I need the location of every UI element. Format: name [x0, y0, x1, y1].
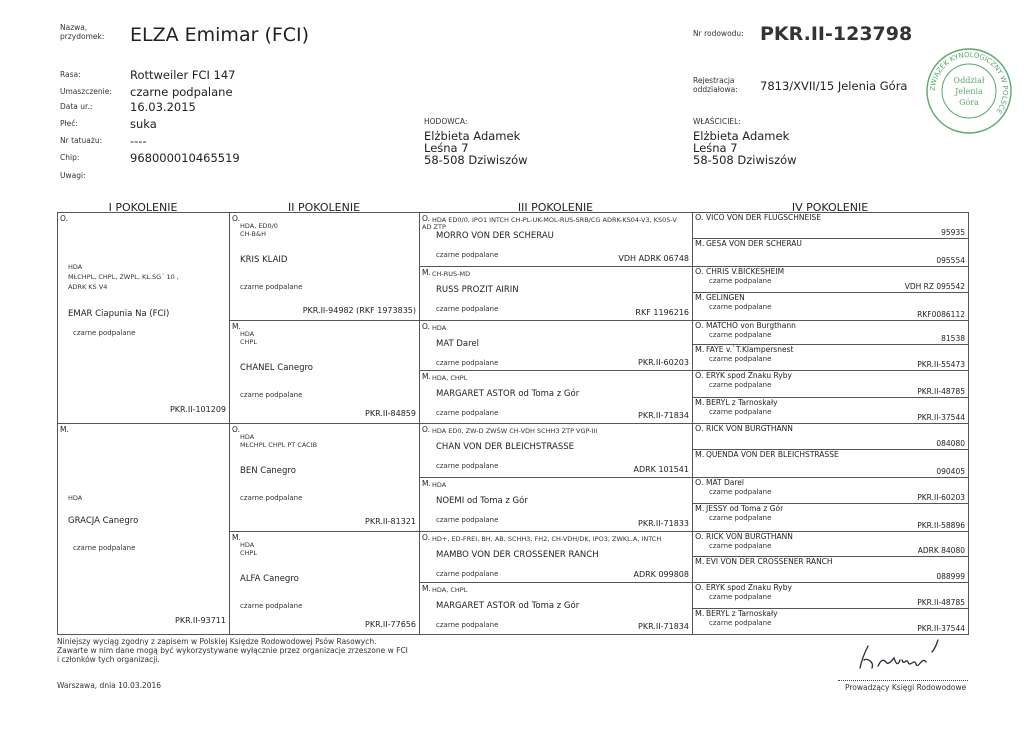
ancestor-name: MATCHO von Burgthann [706, 321, 796, 330]
ancestor-titles: CHPL [240, 338, 257, 346]
ancestor-reg: PKR.II-71834 [638, 411, 689, 420]
sex-marker: M. [695, 450, 705, 459]
ancestor-color: czarne podpalane [709, 542, 772, 550]
ancestor-color: czarne podpalane [436, 570, 499, 578]
ancestor-reg: ADRK 84080 [917, 546, 965, 555]
detail-value: czarne podpalane [130, 85, 233, 99]
detail-label: Data ur.: [60, 102, 93, 111]
breeder-block: HODOWCA: Elżbieta Adamek Leśna 7 58-508 Dziwiszów [424, 117, 528, 167]
ancestor-reg: 084080 [936, 439, 965, 448]
ancestor-reg: PKR.II-55473 [917, 360, 965, 369]
ancestor-name: GELINGEN [706, 293, 745, 302]
ancestor-reg: PKR.II-84859 [365, 409, 416, 418]
ancestor-reg: PKR.II-94982 (RKF 1973835) [302, 306, 416, 315]
ancestor-reg: 095554 [936, 256, 965, 265]
gen4-ancestor [693, 239, 969, 267]
ancestor-color: czarne podpalane [709, 408, 772, 416]
ancestor-color: czarne podpalane [240, 602, 303, 610]
svg-text:Góra: Góra [959, 98, 979, 107]
gen1-ancestor [58, 424, 230, 635]
detail-label: Chip: [60, 153, 80, 162]
ancestor-name: EVI VON DER CROSSENER RANCH [706, 557, 833, 566]
breeder-name: Elżbieta Adamek [424, 129, 521, 143]
ancestor-name: ERYK spod Znaku Ryby [706, 371, 792, 380]
ancestor-name: GRACJA Canegro [68, 516, 139, 526]
sex-marker: O. [422, 425, 430, 434]
sex-marker: O. [695, 371, 704, 380]
ancestor-reg: PKR.II-71833 [638, 519, 689, 528]
registration-value: 7813/XVII/15 Jelenia Góra [760, 79, 908, 93]
owner-city: 58-508 Dziwiszów [693, 153, 797, 167]
ancestor-titles: HDA [240, 541, 255, 549]
generation-4-header: IV POKOLENIE [791, 201, 869, 214]
gen4-ancestor [693, 478, 969, 504]
ancestor-reg: 090405 [936, 467, 965, 476]
signature-label: Prowadzący Księgi Rodowodowe [845, 683, 967, 692]
detail-label: Uwagi: [60, 171, 86, 180]
ancestor-reg: ADRK 101541 [633, 465, 689, 474]
ancestor-name: MAT Darel [706, 478, 744, 487]
gen2-ancestor [230, 213, 420, 321]
sex-marker: O. [232, 425, 240, 434]
gen2-ancestor [230, 424, 420, 532]
ancestor-name: NOEMI od Toma z Gór [436, 496, 528, 506]
ancestor-titles: MŁCHPL, CHPL, ZWPL, KL.SG´ 10 , [68, 273, 179, 281]
ancestor-color: czarne podpalane [436, 251, 499, 259]
gen2-ancestor [230, 532, 420, 635]
sex-marker: O. [695, 532, 704, 541]
gen3-ancestor [420, 583, 693, 635]
detail-value: 968000010465519 [130, 151, 240, 165]
sex-marker: M. [695, 398, 705, 407]
ancestor-reg: RKF 1196216 [635, 308, 689, 317]
ancestor-reg: PKR.II-77656 [365, 620, 416, 629]
ancestor-name: KRIS KLAID [240, 255, 288, 265]
ancestor-reg: VDH ADRK 06748 [618, 254, 689, 263]
ancestor-color: czarne podpalane [436, 462, 499, 470]
ancestor-color: czarne podpalane [709, 593, 772, 601]
gen4-ancestor [693, 583, 969, 609]
ancestor-name: FAYE v.`T.Klampersnest [706, 345, 794, 354]
gen4-ancestor [693, 371, 969, 398]
owner-block: WŁAŚCICIEL: Elżbieta Adamek Leśna 7 58-508 Dziwiszów [693, 117, 797, 167]
ancestor-reg: RKF0086112 [917, 310, 965, 319]
sex-marker: O. [695, 424, 704, 433]
ancestor-titles: HDA ED0, ZW-D ZWŚW CH-VDH SCHH3 ZTP VGP-III [432, 427, 598, 435]
ancestor-name: MAT Darel [436, 339, 480, 349]
svg-text:Oddział: Oddział [953, 76, 985, 85]
ancestor-reg: PKR.II-60203 [638, 358, 689, 367]
gen4-ancestor [693, 213, 969, 239]
ancestor-color: czarne podpalane [436, 516, 499, 524]
sex-marker: M. [695, 345, 705, 354]
ancestor-titles: CHPL [240, 549, 257, 557]
ancestor-color: czarne podpalane [709, 355, 772, 363]
breeder-street: Leśna 7 [424, 141, 469, 155]
ancestor-titles: HDA [432, 481, 447, 489]
ancestor-titles: HDA ED0/0, IPO1 INTCH CH-PL-UK-MOL-RUS-SRB/CG ADRK-KS04-V3, KS05-V [432, 216, 677, 224]
ancestor-color: czarne podpalane [73, 544, 136, 552]
ancestor-titles: MŁCHPL CHPL PT CACIB [240, 441, 318, 449]
breeder-city: 58-508 Dziwiszów [424, 153, 528, 167]
ancestor-color: czarne podpalane [709, 488, 772, 496]
sex-marker: M. [695, 239, 705, 248]
ancestor-reg: PKR.II-71834 [638, 622, 689, 631]
gen4-ancestor [693, 504, 969, 532]
detail-value: 16.03.2015 [130, 100, 196, 114]
gen4-ancestor [693, 450, 969, 478]
detail-label: Nr tatuażu: [60, 136, 103, 145]
ancestor-name: MARGARET ASTOR od Toma z Gór [436, 601, 580, 611]
ancestor-name: BERYL z Tarnoskały [706, 609, 778, 618]
gen3-ancestor [420, 424, 693, 478]
ancestor-name: MARGARET ASTOR od Toma z Gór [436, 389, 580, 399]
ancestor-name: GESA VON DER SCHERAU [706, 239, 802, 248]
detail-label: Płeć: [60, 119, 78, 128]
ancestor-color: czarne podpalane [73, 329, 136, 337]
ancestor-name: CHRIS V.BICKESHEIM [706, 267, 785, 276]
ancestor-color: czarne podpalane [709, 381, 772, 389]
owner-name: Elżbieta Adamek [693, 129, 790, 143]
ancestor-name: JESSY od Toma z Gór [706, 504, 784, 513]
gen4-ancestor [693, 267, 969, 293]
ancestor-reg: PKR.II-81321 [365, 517, 416, 526]
detail-label: Umaszczenie: [60, 87, 112, 96]
name-label: Nazwa, przydomek: [60, 23, 105, 41]
sex-marker: O. [695, 267, 704, 276]
detail-value: suka [130, 117, 157, 131]
sex-marker: O. [60, 214, 68, 223]
ancestor-reg: PKR.II-101209 [169, 405, 226, 414]
ancestor-name: CHANEL Canegro [240, 363, 313, 373]
gen4-ancestor [693, 321, 969, 345]
gen2-ancestor [230, 321, 420, 424]
sex-marker: M. [695, 557, 705, 566]
sex-marker: M. [232, 322, 241, 331]
ancestor-name: RUSS PROZIT AIRIN [436, 285, 519, 295]
ancestor-color: czarne podpalane [709, 277, 772, 285]
ancestor-titles: HDA [240, 330, 255, 338]
svg-text:Jelenia: Jelenia [955, 87, 983, 96]
ancestor-titles: ADRK KS V4 [68, 283, 108, 291]
ancestor-color: czarne podpalane [436, 359, 499, 367]
ancestor-color: czarne podpalane [709, 303, 772, 311]
gen3-ancestor [420, 371, 693, 424]
gen4-ancestor [693, 424, 969, 450]
ancestor-titles: HDA [432, 324, 447, 332]
ancestor-titles: AD ZTP [422, 223, 446, 231]
gen3-ancestor [420, 267, 693, 321]
ancestor-name: EMAR Ciapunia Na (FCI) [68, 309, 170, 319]
ancestor-reg: PKR.II-93711 [175, 616, 226, 625]
gen3-ancestor [420, 213, 693, 267]
sex-marker: O. [695, 583, 704, 592]
ancestor-reg: PKR.II-48785 [917, 598, 965, 607]
gen3-ancestor [420, 478, 693, 532]
owner-street: Leśna 7 [693, 141, 738, 155]
ancestor-reg: 81538 [941, 334, 965, 343]
sex-marker: M. [422, 584, 431, 593]
ancestor-reg: 088999 [936, 572, 965, 581]
detail-value: ---- [130, 134, 147, 148]
sex-marker: M. [422, 268, 431, 277]
sex-marker: O. [695, 213, 704, 222]
ancestor-name: ERYK spod Znaku Ryby [706, 583, 792, 592]
ancestor-reg: PKR.II-48785 [917, 387, 965, 396]
ancestor-titles: HDA, ED0/0 [240, 222, 278, 230]
ancestor-reg: PKR.II-37544 [917, 624, 965, 633]
ancestor-color: czarne podpalane [436, 621, 499, 629]
ancestor-titles: HDA [68, 494, 83, 502]
ancestor-color: czarne podpalane [709, 619, 772, 627]
gen4-ancestor [693, 557, 969, 583]
registration-label: Rejestracja oddziałowa: [693, 76, 738, 94]
sex-marker: M. [422, 479, 431, 488]
ancestor-color: czarne podpalane [436, 305, 499, 313]
detail-label: Rasa: [60, 70, 81, 79]
generation-3-header: III POKOLENIE [517, 201, 594, 214]
sex-marker: O. [422, 322, 430, 331]
gen4-ancestor [693, 345, 969, 371]
detail-value: Rottweiler FCI 147 [130, 68, 236, 82]
dog-name: ELZA Emimar (FCI) [130, 24, 310, 46]
pedigree-table [57, 212, 969, 635]
ancestor-name: RICK VON BURGTHANN [706, 532, 793, 541]
sex-marker: M. [232, 533, 241, 542]
gen4-ancestor [693, 293, 969, 321]
ancestor-name: CHAN VON DER BLEICHSTRASSE [436, 442, 575, 452]
ancestor-name: VICO VON DER FLUGSCHNEISE [706, 213, 821, 222]
gen1-ancestor [58, 213, 230, 424]
ancestor-name: BERYL z Tarnoskały [706, 398, 778, 407]
ancestor-reg: VDH RZ 095542 [904, 282, 965, 291]
sex-marker: M. [60, 425, 69, 434]
gen3-ancestor [420, 532, 693, 583]
ancestor-titles: HD+, ED-FREI, BH, AB, SCHH3, FH2, CH-VDH/DK, IPO3, ZWKL.A, INTCH [432, 535, 662, 543]
ancestor-name: QUENDA VON DER BLEICHSTRASSE [706, 450, 839, 459]
ancestor-color: czarne podpalane [709, 514, 772, 522]
gen3-ancestor [420, 321, 693, 371]
ancestor-name: ALFA Canegro [240, 574, 299, 584]
generation-1-header: I POKOLENIE [108, 201, 178, 214]
sex-marker: O. [695, 478, 704, 487]
sex-marker: M. [422, 372, 431, 381]
generation-2-header: II POKOLENIE [287, 201, 361, 214]
sex-marker: O. [422, 533, 430, 542]
sex-marker: M. [695, 609, 705, 618]
sex-marker: O. [232, 214, 240, 223]
signature-icon [852, 636, 952, 680]
gen4-ancestor [693, 398, 969, 424]
svg-text:ZWIĄZEK KYNOLOGICZNY W POLSCE: ZWIĄZEK KYNOLOGICZNY W POLSCE [928, 50, 1010, 115]
disclaimer: Niniejszy wyciąg zgodny z zapisem w Polskiej Księdze Rodowodowej Psów Rasowych. Zawarte w nim dane mogą być wykorzystywane wyłącznie przez organizacje zrzeszone w FCI i członków tych organizacji. [57, 637, 408, 664]
ancestor-color: czarne podpalane [240, 391, 303, 399]
ancestor-reg: PKR.II-58896 [917, 521, 965, 530]
ancestor-color: czarne podpalane [709, 331, 772, 339]
ancestor-reg: PKR.II-37544 [917, 413, 965, 422]
gen4-ancestor [693, 532, 969, 557]
pedigree-number: PKR.II-123798 [760, 23, 913, 45]
ancestor-reg: PKR.II-60203 [917, 493, 965, 502]
ancestor-reg: ADRK 099808 [633, 570, 689, 579]
ancestor-color: czarne podpalane [240, 283, 303, 291]
gen4-ancestor [693, 609, 969, 635]
ancestor-name: MORRO VON DER SCHERAU [436, 231, 554, 241]
ancestor-titles: HDA, CHPL [432, 586, 468, 594]
ancestor-name: MAMBO VON DER CROSSENER RANCH [436, 550, 599, 560]
ancestor-color: czarne podpalane [436, 409, 499, 417]
ancestor-titles: HDA [68, 263, 83, 271]
ancestor-name: RICK VON BURGTHANN [706, 424, 793, 433]
club-stamp-icon [925, 47, 1013, 135]
issue-date: Warszawa, dnia 10.03.2016 [57, 681, 162, 690]
pedigree-number-label: Nr rodowodu: [693, 29, 744, 38]
ancestor-reg: 95935 [941, 228, 965, 237]
ancestor-titles: HDA, CHPL [432, 374, 468, 382]
signature-line [838, 680, 968, 681]
ancestor-color: czarne podpalane [240, 494, 303, 502]
sex-marker: O. [422, 214, 430, 223]
ancestor-titles: CH-B&H [240, 230, 266, 238]
ancestor-titles: HDA [240, 433, 255, 441]
sex-marker: O. [695, 321, 704, 330]
ancestor-name: BEN Canegro [240, 466, 296, 476]
ancestor-titles: CH-RUS-MD [432, 270, 471, 278]
sex-marker: M. [695, 293, 705, 302]
sex-marker: M. [695, 504, 705, 513]
